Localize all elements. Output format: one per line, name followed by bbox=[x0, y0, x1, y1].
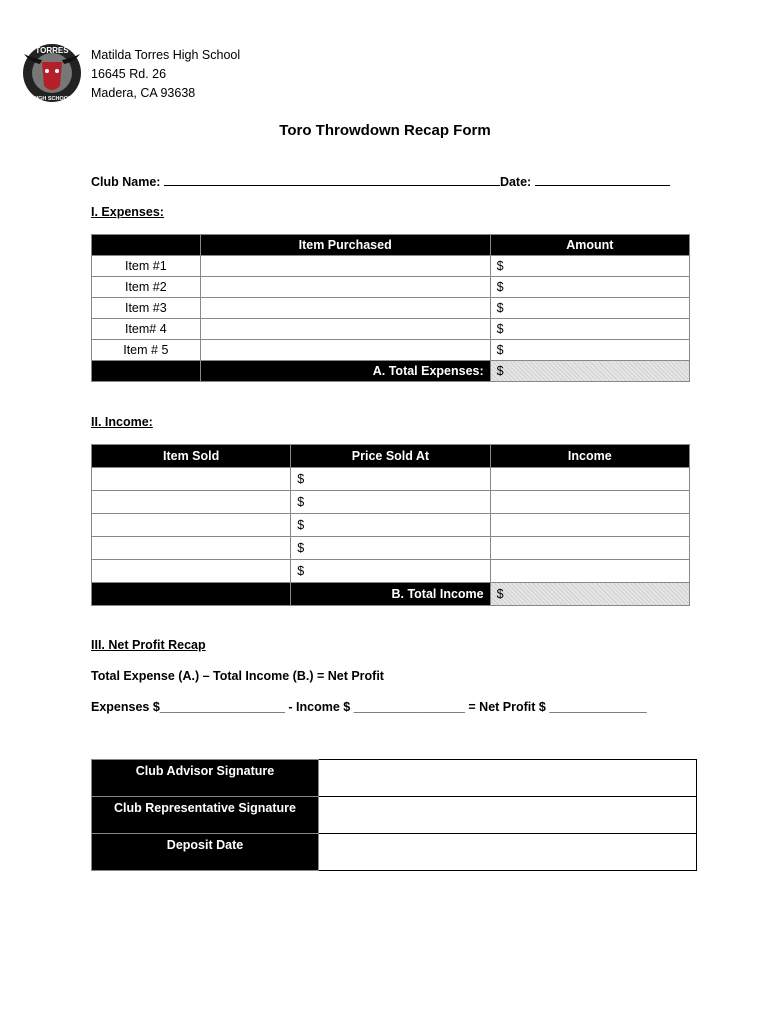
expense-item-label: Item #3 bbox=[92, 298, 201, 319]
income-total-blank bbox=[92, 583, 291, 606]
representative-signature-field[interactable] bbox=[319, 797, 697, 834]
advisor-signature-field[interactable] bbox=[319, 760, 697, 797]
school-address-block bbox=[91, 46, 240, 103]
income-item-cell[interactable] bbox=[92, 537, 291, 560]
expense-item-label: Item #1 bbox=[92, 256, 201, 277]
expense-item-label: Item #2 bbox=[92, 277, 201, 298]
expenses-total-row bbox=[92, 361, 690, 382]
net-profit-formula: Total Expense (A.) – Total Income (B.) = Net Profit bbox=[91, 669, 384, 683]
expenses-col-item: Item Purchased bbox=[200, 235, 490, 256]
expenses-col-amount: Amount bbox=[490, 235, 689, 256]
income-price-cell[interactable]: $ bbox=[291, 491, 490, 514]
expense-item-cell[interactable] bbox=[200, 277, 490, 298]
club-name-label: Club Name: bbox=[91, 175, 161, 189]
expense-amount-cell[interactable]: $ bbox=[490, 298, 689, 319]
form-title: Toro Throwdown Recap Form bbox=[279, 122, 491, 139]
income-amount-cell[interactable] bbox=[490, 491, 689, 514]
table-row bbox=[92, 298, 690, 319]
table-row bbox=[92, 834, 697, 871]
income-heading: II. Income: bbox=[91, 415, 153, 429]
advisor-signature-label: Club Advisor Signature bbox=[92, 760, 319, 797]
deposit-date-label: Deposit Date bbox=[92, 834, 319, 871]
income-table bbox=[91, 444, 690, 606]
income-item-cell[interactable] bbox=[92, 560, 291, 583]
income-total-value[interactable]: $ bbox=[490, 583, 689, 606]
expenses-total-blank bbox=[92, 361, 201, 382]
table-row bbox=[92, 256, 690, 277]
table-row bbox=[92, 277, 690, 298]
representative-signature-label: Club Representative Signature bbox=[92, 797, 319, 834]
table-row bbox=[92, 319, 690, 340]
school-name: Matilda Torres High School bbox=[91, 48, 241, 62]
income-amount-cell[interactable] bbox=[490, 468, 689, 491]
income-price-cell[interactable]: $ bbox=[291, 514, 490, 537]
logo-text-bottom: HIGH SCHOOL bbox=[32, 96, 72, 102]
expense-amount-cell[interactable]: $ bbox=[490, 340, 689, 361]
expense-item-cell[interactable] bbox=[200, 319, 490, 340]
expense-item-label: Item# 4 bbox=[92, 319, 201, 340]
income-col-price: Price Sold At bbox=[291, 445, 490, 468]
income-amount-cell[interactable] bbox=[490, 537, 689, 560]
income-price-cell[interactable]: $ bbox=[291, 537, 490, 560]
expense-item-cell[interactable] bbox=[200, 340, 490, 361]
expenses-total-label: A. Total Expenses: bbox=[200, 361, 490, 382]
date-field[interactable] bbox=[535, 173, 670, 186]
expenses-total-value[interactable]: $ bbox=[490, 361, 689, 382]
expenses-heading: I. Expenses: bbox=[91, 205, 164, 219]
income-col-income: Income bbox=[490, 445, 689, 468]
income-price-cell[interactable]: $ bbox=[291, 468, 490, 491]
table-row bbox=[92, 468, 690, 491]
school-address-line2: Madera, CA 93638 bbox=[91, 86, 196, 100]
income-price-cell[interactable]: $ bbox=[291, 560, 490, 583]
table-row bbox=[92, 514, 690, 537]
date-label: Date: bbox=[499, 175, 532, 189]
expense-amount-cell[interactable]: $ bbox=[490, 319, 689, 340]
table-row bbox=[92, 797, 697, 834]
expense-item-label: Item # 5 bbox=[92, 340, 201, 361]
club-name-field[interactable] bbox=[164, 173, 500, 186]
expenses-col-blank bbox=[92, 235, 201, 256]
income-item-cell[interactable] bbox=[92, 468, 291, 491]
table-row bbox=[92, 537, 690, 560]
expenses-table bbox=[91, 234, 690, 382]
income-amount-cell[interactable] bbox=[490, 514, 689, 537]
signature-table bbox=[91, 759, 697, 871]
school-address-line1: 16645 Rd. 26 bbox=[91, 67, 167, 81]
income-item-cell[interactable] bbox=[92, 514, 291, 537]
income-total-label: B. Total Income bbox=[291, 583, 490, 606]
deposit-date-field[interactable] bbox=[319, 834, 697, 871]
table-row bbox=[92, 340, 690, 361]
income-amount-cell[interactable] bbox=[490, 560, 689, 583]
table-row bbox=[92, 560, 690, 583]
income-total-row bbox=[92, 583, 690, 606]
net-profit-line: Expenses $__________________ - Income $ ________________ = Net Profit $ ______________ bbox=[91, 700, 647, 714]
expense-item-cell[interactable] bbox=[200, 298, 490, 319]
expense-item-cell[interactable] bbox=[200, 256, 490, 277]
logo-text-top: TORRES bbox=[35, 46, 69, 55]
net-profit-heading: III. Net Profit Recap bbox=[91, 638, 206, 652]
income-col-item: Item Sold bbox=[92, 445, 291, 468]
table-row bbox=[92, 491, 690, 514]
income-item-cell[interactable] bbox=[92, 491, 291, 514]
school-logo bbox=[20, 40, 84, 104]
club-date-row bbox=[91, 173, 670, 189]
table-row bbox=[92, 760, 697, 797]
expense-amount-cell[interactable]: $ bbox=[490, 256, 689, 277]
expense-amount-cell[interactable]: $ bbox=[490, 277, 689, 298]
